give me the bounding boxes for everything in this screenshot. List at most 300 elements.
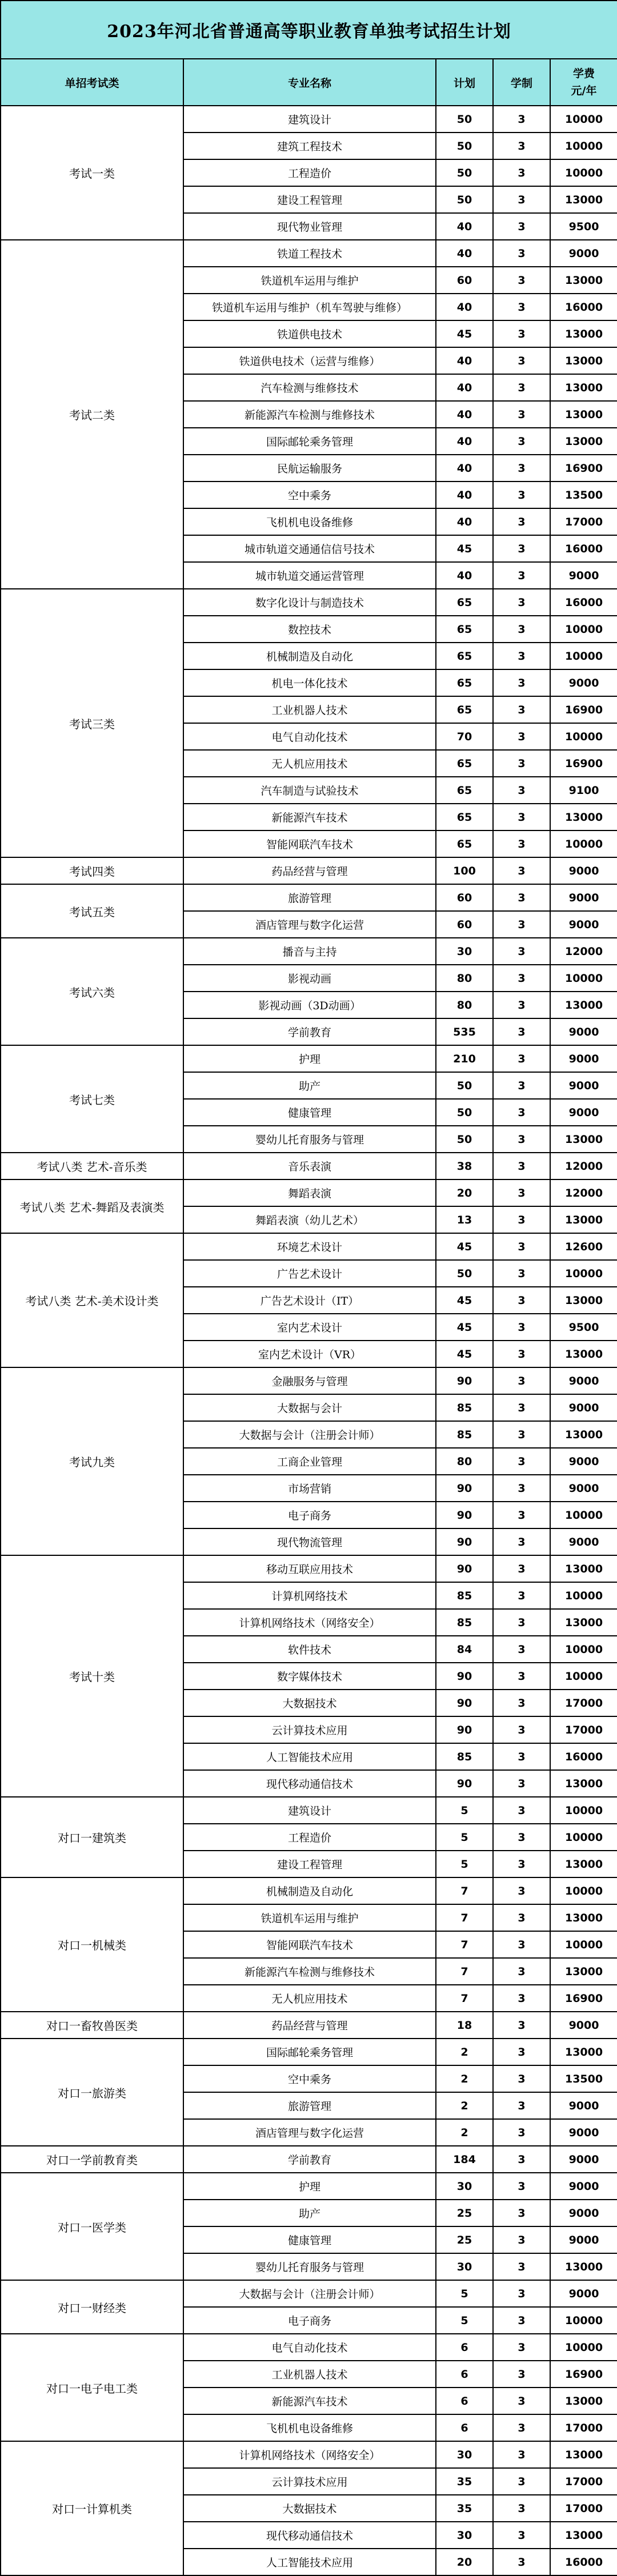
major-cell: 市场营销 bbox=[183, 1475, 436, 1502]
years-cell: 3 bbox=[493, 1287, 550, 1314]
plan-cell: 7 bbox=[436, 1877, 493, 1904]
years-cell: 3 bbox=[493, 1367, 550, 1394]
category-cell: 对口一畜牧兽医类 bbox=[1, 2012, 183, 2039]
plan-cell: 90 bbox=[436, 1502, 493, 1528]
fee-cell: 12600 bbox=[550, 1233, 617, 1260]
fee-cell: 10000 bbox=[550, 723, 617, 750]
plan-cell: 7 bbox=[436, 1985, 493, 2012]
plan-cell: 5 bbox=[436, 1797, 493, 1824]
plan-cell: 40 bbox=[436, 562, 493, 589]
years-cell: 3 bbox=[493, 965, 550, 992]
fee-cell: 9000 bbox=[550, 1072, 617, 1099]
major-cell: 金融服务与管理 bbox=[183, 1367, 436, 1394]
major-cell: 人工智能技术应用 bbox=[183, 1743, 436, 1770]
plan-cell: 60 bbox=[436, 884, 493, 911]
plan-cell: 30 bbox=[436, 2173, 493, 2200]
fee-cell: 10000 bbox=[550, 1877, 617, 1904]
category-cell: 考试十类 bbox=[1, 1555, 183, 1797]
plan-cell: 40 bbox=[436, 455, 493, 482]
years-cell: 3 bbox=[493, 911, 550, 938]
major-cell: 建筑设计 bbox=[183, 1797, 436, 1824]
category-cell: 对口一旅游类 bbox=[1, 2039, 183, 2146]
table-header-row bbox=[1, 59, 617, 106]
fee-cell: 16900 bbox=[550, 696, 617, 723]
plan-cell: 6 bbox=[436, 2414, 493, 2441]
plan-cell: 35 bbox=[436, 2495, 493, 2522]
years-cell: 3 bbox=[493, 1502, 550, 1528]
years-cell: 3 bbox=[493, 2441, 550, 2468]
fee-cell: 10000 bbox=[550, 133, 617, 159]
plan-cell: 2 bbox=[436, 2092, 493, 2119]
fee-cell: 10000 bbox=[550, 1582, 617, 1609]
plan-cell: 85 bbox=[436, 1394, 493, 1421]
major-cell: 空中乘务 bbox=[183, 2065, 436, 2092]
years-cell: 3 bbox=[493, 1716, 550, 1743]
plan-cell: 80 bbox=[436, 965, 493, 992]
years-cell: 3 bbox=[493, 1663, 550, 1690]
category-cell: 考试一类 bbox=[1, 106, 183, 240]
fee-cell: 16900 bbox=[550, 750, 617, 777]
years-cell: 3 bbox=[493, 1045, 550, 1072]
years-cell: 3 bbox=[493, 2039, 550, 2065]
years-cell: 3 bbox=[493, 1904, 550, 1931]
major-cell: 移动互联应用技术 bbox=[183, 1555, 436, 1582]
years-cell: 3 bbox=[493, 1448, 550, 1475]
years-cell: 3 bbox=[493, 159, 550, 186]
major-cell: 汽车制造与试验技术 bbox=[183, 777, 436, 804]
fee-cell: 17000 bbox=[550, 508, 617, 535]
years-cell: 3 bbox=[493, 1958, 550, 1985]
plan-cell: 90 bbox=[436, 1528, 493, 1555]
page-title: 2023年河北省普通高等职业教育单独考试招生计划 bbox=[1, 1, 617, 59]
years-cell: 3 bbox=[493, 240, 550, 267]
plan-cell: 2 bbox=[436, 2039, 493, 2065]
years-cell: 3 bbox=[493, 213, 550, 240]
category-cell: 对口一计算机类 bbox=[1, 2441, 183, 2575]
fee-cell: 13000 bbox=[550, 374, 617, 401]
fee-cell: 10000 bbox=[550, 159, 617, 186]
plan-cell: 40 bbox=[436, 508, 493, 535]
major-cell: 广告艺术设计 bbox=[183, 1260, 436, 1287]
fee-cell: 10000 bbox=[550, 1931, 617, 1958]
years-cell: 3 bbox=[493, 2092, 550, 2119]
major-cell: 数字媒体技术 bbox=[183, 1663, 436, 1690]
years-cell: 3 bbox=[493, 804, 550, 830]
years-cell: 3 bbox=[493, 992, 550, 1018]
years-cell: 3 bbox=[493, 616, 550, 643]
category-cell: 对口一学前教育类 bbox=[1, 2146, 183, 2173]
plan-cell: 210 bbox=[436, 1045, 493, 1072]
plan-cell: 13 bbox=[436, 1206, 493, 1233]
fee-cell: 10000 bbox=[550, 1797, 617, 1824]
fee-cell: 9000 bbox=[550, 1528, 617, 1555]
fee-cell: 13000 bbox=[550, 401, 617, 428]
table-row bbox=[1, 2441, 617, 2468]
plan-cell: 50 bbox=[436, 106, 493, 133]
years-cell: 3 bbox=[493, 2200, 550, 2226]
major-cell: 空中乘务 bbox=[183, 482, 436, 508]
category-cell: 考试三类 bbox=[1, 589, 183, 857]
fee-cell: 13000 bbox=[550, 1287, 617, 1314]
plan-cell: 90 bbox=[436, 1770, 493, 1797]
years-cell: 3 bbox=[493, 2065, 550, 2092]
plan-cell: 65 bbox=[436, 696, 493, 723]
plan-cell: 85 bbox=[436, 1609, 493, 1636]
major-cell: 计算机网络技术（网络安全） bbox=[183, 2441, 436, 2468]
major-cell: 智能网联汽车技术 bbox=[183, 830, 436, 857]
fee-cell: 13000 bbox=[550, 267, 617, 294]
plan-cell: 90 bbox=[436, 1367, 493, 1394]
fee-cell: 9000 bbox=[550, 2119, 617, 2146]
plan-cell: 30 bbox=[436, 2522, 493, 2549]
years-cell: 3 bbox=[493, 1690, 550, 1716]
table-row bbox=[1, 1233, 617, 1260]
fee-cell: 13000 bbox=[550, 2441, 617, 2468]
major-cell: 计算机网络技术（网络安全） bbox=[183, 1609, 436, 1636]
years-cell: 3 bbox=[493, 106, 550, 133]
years-cell: 3 bbox=[493, 643, 550, 669]
years-cell: 3 bbox=[493, 1931, 550, 1958]
plan-cell: 6 bbox=[436, 2388, 493, 2414]
major-cell: 助产 bbox=[183, 2200, 436, 2226]
fee-cell: 9000 bbox=[550, 857, 617, 884]
table-row bbox=[1, 2334, 617, 2361]
fee-cell: 10000 bbox=[550, 616, 617, 643]
fee-cell: 16000 bbox=[550, 2549, 617, 2575]
fee-cell: 9000 bbox=[550, 2146, 617, 2173]
major-cell: 学前教育 bbox=[183, 2146, 436, 2173]
years-cell: 3 bbox=[493, 374, 550, 401]
column-header-years: 学制 bbox=[493, 59, 550, 106]
major-cell: 建设工程管理 bbox=[183, 1851, 436, 1877]
major-cell: 护理 bbox=[183, 1045, 436, 1072]
major-cell: 机械制造及自动化 bbox=[183, 1877, 436, 1904]
major-cell: 婴幼儿托育服务与管理 bbox=[183, 1126, 436, 1153]
fee-cell: 10000 bbox=[550, 830, 617, 857]
major-cell: 国际邮轮乘务管理 bbox=[183, 2039, 436, 2065]
plan-cell: 50 bbox=[436, 133, 493, 159]
fee-cell: 16000 bbox=[550, 1743, 617, 1770]
fee-header-line-2: 元/年 bbox=[571, 85, 597, 97]
years-cell: 3 bbox=[493, 1394, 550, 1421]
plan-cell: 45 bbox=[436, 1341, 493, 1367]
major-cell: 软件技术 bbox=[183, 1636, 436, 1663]
fee-cell: 10000 bbox=[550, 1663, 617, 1690]
column-header-plan: 计划 bbox=[436, 59, 493, 106]
major-cell: 舞蹈表演（幼儿艺术） bbox=[183, 1206, 436, 1233]
major-cell: 工程造价 bbox=[183, 1824, 436, 1851]
fee-cell: 9000 bbox=[550, 2200, 617, 2226]
plan-cell: 50 bbox=[436, 1072, 493, 1099]
fee-cell: 13000 bbox=[550, 1958, 617, 1985]
years-cell: 3 bbox=[493, 2307, 550, 2334]
years-cell: 3 bbox=[493, 2495, 550, 2522]
years-cell: 3 bbox=[493, 1851, 550, 1877]
major-cell: 影视动画 bbox=[183, 965, 436, 992]
years-cell: 3 bbox=[493, 1528, 550, 1555]
table-row bbox=[1, 938, 617, 965]
fee-cell: 16900 bbox=[550, 2361, 617, 2388]
years-cell: 3 bbox=[493, 320, 550, 347]
major-cell: 旅游管理 bbox=[183, 2092, 436, 2119]
category-cell: 考试七类 bbox=[1, 1045, 183, 1153]
plan-cell: 45 bbox=[436, 1287, 493, 1314]
plan-cell: 45 bbox=[436, 320, 493, 347]
years-cell: 3 bbox=[493, 1582, 550, 1609]
column-header-fee bbox=[550, 59, 617, 106]
fee-cell: 9000 bbox=[550, 669, 617, 696]
fee-cell: 10000 bbox=[550, 965, 617, 992]
fee-header-line-1: 学费 bbox=[573, 67, 595, 80]
category-cell: 对口一财经类 bbox=[1, 2280, 183, 2334]
fee-cell: 9000 bbox=[550, 2173, 617, 2200]
plan-cell: 20 bbox=[436, 2549, 493, 2575]
plan-cell: 25 bbox=[436, 2200, 493, 2226]
category-cell: 对口一医学类 bbox=[1, 2173, 183, 2280]
years-cell: 3 bbox=[493, 1126, 550, 1153]
major-cell: 飞机机电设备维修 bbox=[183, 508, 436, 535]
years-cell: 3 bbox=[493, 1421, 550, 1448]
plan-cell: 85 bbox=[436, 1421, 493, 1448]
major-cell: 无人机应用技术 bbox=[183, 750, 436, 777]
years-cell: 3 bbox=[493, 1824, 550, 1851]
plan-cell: 85 bbox=[436, 1743, 493, 1770]
major-cell: 影视动画（3D动画） bbox=[183, 992, 436, 1018]
years-cell: 3 bbox=[493, 2253, 550, 2280]
fee-cell: 13000 bbox=[550, 2253, 617, 2280]
years-cell: 3 bbox=[493, 1609, 550, 1636]
years-cell: 3 bbox=[493, 508, 550, 535]
fee-cell: 9500 bbox=[550, 1314, 617, 1341]
major-cell: 工程造价 bbox=[183, 159, 436, 186]
major-cell: 铁道供电技术（运营与维修） bbox=[183, 347, 436, 374]
major-cell: 舞蹈表演 bbox=[183, 1179, 436, 1206]
major-cell: 酒店管理与数字化运营 bbox=[183, 911, 436, 938]
table-row bbox=[1, 1153, 617, 1179]
plan-cell: 65 bbox=[436, 669, 493, 696]
major-cell: 环境艺术设计 bbox=[183, 1233, 436, 1260]
plan-cell: 45 bbox=[436, 1314, 493, 1341]
plan-cell: 80 bbox=[436, 1448, 493, 1475]
years-cell: 3 bbox=[493, 2173, 550, 2200]
major-cell: 播音与主持 bbox=[183, 938, 436, 965]
fee-cell: 9000 bbox=[550, 1367, 617, 1394]
table-row bbox=[1, 2039, 617, 2065]
plan-cell: 6 bbox=[436, 2361, 493, 2388]
fee-cell: 13000 bbox=[550, 1206, 617, 1233]
years-cell: 3 bbox=[493, 777, 550, 804]
plan-cell: 65 bbox=[436, 589, 493, 616]
fee-cell: 17000 bbox=[550, 2414, 617, 2441]
fee-cell: 13500 bbox=[550, 2065, 617, 2092]
years-cell: 3 bbox=[493, 1985, 550, 2012]
years-cell: 3 bbox=[493, 267, 550, 294]
years-cell: 3 bbox=[493, 2468, 550, 2495]
major-cell: 学前教育 bbox=[183, 1018, 436, 1045]
fee-cell: 10000 bbox=[550, 2334, 617, 2361]
table-row bbox=[1, 1179, 617, 1206]
fee-cell: 9000 bbox=[550, 911, 617, 938]
fee-cell: 13000 bbox=[550, 804, 617, 830]
fee-cell: 13000 bbox=[550, 1851, 617, 1877]
fee-cell: 17000 bbox=[550, 2495, 617, 2522]
fee-cell: 9000 bbox=[550, 240, 617, 267]
major-cell: 建筑工程技术 bbox=[183, 133, 436, 159]
years-cell: 3 bbox=[493, 1636, 550, 1663]
years-cell: 3 bbox=[493, 2388, 550, 2414]
plan-cell: 90 bbox=[436, 1555, 493, 1582]
major-cell: 铁道工程技术 bbox=[183, 240, 436, 267]
years-cell: 3 bbox=[493, 347, 550, 374]
category-cell: 对口一电子电工类 bbox=[1, 2334, 183, 2441]
years-cell: 3 bbox=[493, 186, 550, 213]
major-cell: 工业机器人技术 bbox=[183, 2361, 436, 2388]
years-cell: 3 bbox=[493, 2146, 550, 2173]
major-cell: 健康管理 bbox=[183, 1099, 436, 1126]
fee-cell: 9000 bbox=[550, 562, 617, 589]
fee-cell: 9000 bbox=[550, 2280, 617, 2307]
table-row bbox=[1, 2280, 617, 2307]
years-cell: 3 bbox=[493, 2012, 550, 2039]
major-cell: 计算机网络技术 bbox=[183, 1582, 436, 1609]
years-cell: 3 bbox=[493, 1314, 550, 1341]
fee-cell: 13000 bbox=[550, 1126, 617, 1153]
plan-cell: 50 bbox=[436, 1260, 493, 1287]
category-cell: 考试五类 bbox=[1, 884, 183, 938]
plan-cell: 90 bbox=[436, 1475, 493, 1502]
years-cell: 3 bbox=[493, 2280, 550, 2307]
plan-cell: 35 bbox=[436, 2468, 493, 2495]
plan-cell: 40 bbox=[436, 401, 493, 428]
years-cell: 3 bbox=[493, 2226, 550, 2253]
major-cell: 云计算技术应用 bbox=[183, 2468, 436, 2495]
major-cell: 民航运输服务 bbox=[183, 455, 436, 482]
fee-cell: 16000 bbox=[550, 589, 617, 616]
major-cell: 新能源汽车技术 bbox=[183, 2388, 436, 2414]
years-cell: 3 bbox=[493, 723, 550, 750]
plan-cell: 50 bbox=[436, 1126, 493, 1153]
fee-cell: 10000 bbox=[550, 1260, 617, 1287]
fee-cell: 13000 bbox=[550, 1609, 617, 1636]
plan-cell: 40 bbox=[436, 347, 493, 374]
major-cell: 人工智能技术应用 bbox=[183, 2549, 436, 2575]
major-cell: 电气自动化技术 bbox=[183, 723, 436, 750]
major-cell: 工业机器人技术 bbox=[183, 696, 436, 723]
fee-cell: 12000 bbox=[550, 1179, 617, 1206]
major-cell: 音乐表演 bbox=[183, 1153, 436, 1179]
years-cell: 3 bbox=[493, 2119, 550, 2146]
fee-cell: 12000 bbox=[550, 938, 617, 965]
fee-cell: 13000 bbox=[550, 1555, 617, 1582]
category-cell: 考试六类 bbox=[1, 938, 183, 1045]
major-cell: 飞机机电设备维修 bbox=[183, 2414, 436, 2441]
fee-cell: 10000 bbox=[550, 106, 617, 133]
major-cell: 无人机应用技术 bbox=[183, 1985, 436, 2012]
major-cell: 机械制造及自动化 bbox=[183, 643, 436, 669]
plan-cell: 90 bbox=[436, 1690, 493, 1716]
major-cell: 铁道供电技术 bbox=[183, 320, 436, 347]
fee-cell: 13000 bbox=[550, 1904, 617, 1931]
major-cell: 大数据技术 bbox=[183, 1690, 436, 1716]
major-cell: 电子商务 bbox=[183, 2307, 436, 2334]
years-cell: 3 bbox=[493, 455, 550, 482]
fee-cell: 9000 bbox=[550, 2012, 617, 2039]
plan-cell: 5 bbox=[436, 2307, 493, 2334]
years-cell: 3 bbox=[493, 1018, 550, 1045]
major-cell: 大数据与会计（注册会计师） bbox=[183, 2280, 436, 2307]
fee-cell: 9000 bbox=[550, 2092, 617, 2119]
fee-cell: 13000 bbox=[550, 1421, 617, 1448]
plan-cell: 18 bbox=[436, 2012, 493, 2039]
fee-cell: 17000 bbox=[550, 1716, 617, 1743]
years-cell: 3 bbox=[493, 562, 550, 589]
plan-cell: 7 bbox=[436, 1904, 493, 1931]
years-cell: 3 bbox=[493, 669, 550, 696]
table-row bbox=[1, 1877, 617, 1904]
plan-cell: 60 bbox=[436, 267, 493, 294]
fee-cell: 9000 bbox=[550, 1394, 617, 1421]
major-cell: 铁道机车运用与维护 bbox=[183, 267, 436, 294]
years-cell: 3 bbox=[493, 1797, 550, 1824]
plan-cell: 5 bbox=[436, 1851, 493, 1877]
major-cell: 建筑设计 bbox=[183, 106, 436, 133]
category-cell: 考试八类 艺术-舞蹈及表演类 bbox=[1, 1179, 183, 1233]
years-cell: 3 bbox=[493, 2549, 550, 2575]
fee-cell: 13000 bbox=[550, 2522, 617, 2549]
years-cell: 3 bbox=[493, 857, 550, 884]
category-cell: 考试八类 艺术-美术设计类 bbox=[1, 1233, 183, 1367]
category-cell: 考试二类 bbox=[1, 240, 183, 589]
years-cell: 3 bbox=[493, 2522, 550, 2549]
table-row bbox=[1, 240, 617, 267]
major-cell: 新能源汽车检测与维修技术 bbox=[183, 401, 436, 428]
fee-cell: 9000 bbox=[550, 1448, 617, 1475]
table-row bbox=[1, 2146, 617, 2173]
plan-cell: 45 bbox=[436, 535, 493, 562]
years-cell: 3 bbox=[493, 2414, 550, 2441]
plan-cell: 70 bbox=[436, 723, 493, 750]
major-cell: 国际邮轮乘务管理 bbox=[183, 428, 436, 455]
fee-cell: 10000 bbox=[550, 1502, 617, 1528]
major-cell: 铁道机车运用与维护（机车驾驶与维修） bbox=[183, 294, 436, 320]
years-cell: 3 bbox=[493, 294, 550, 320]
plan-cell: 6 bbox=[436, 2334, 493, 2361]
major-cell: 铁道机车运用与维护 bbox=[183, 1904, 436, 1931]
major-cell: 护理 bbox=[183, 2173, 436, 2200]
plan-cell: 45 bbox=[436, 1233, 493, 1260]
plan-cell: 65 bbox=[436, 804, 493, 830]
fee-cell: 16900 bbox=[550, 1985, 617, 2012]
years-cell: 3 bbox=[493, 401, 550, 428]
major-cell: 现代移动通信技术 bbox=[183, 2522, 436, 2549]
major-cell: 工商企业管理 bbox=[183, 1448, 436, 1475]
major-cell: 健康管理 bbox=[183, 2226, 436, 2253]
years-cell: 3 bbox=[493, 1206, 550, 1233]
plan-cell: 90 bbox=[436, 1663, 493, 1690]
plan-cell: 20 bbox=[436, 1179, 493, 1206]
table-row bbox=[1, 1367, 617, 1394]
fee-cell: 13000 bbox=[550, 320, 617, 347]
years-cell: 3 bbox=[493, 2361, 550, 2388]
major-cell: 电气自动化技术 bbox=[183, 2334, 436, 2361]
plan-cell: 40 bbox=[436, 482, 493, 508]
major-cell: 现代移动通信技术 bbox=[183, 1770, 436, 1797]
years-cell: 3 bbox=[493, 938, 550, 965]
category-cell: 对口一建筑类 bbox=[1, 1797, 183, 1877]
fee-cell: 13000 bbox=[550, 2388, 617, 2414]
table-row bbox=[1, 884, 617, 911]
plan-cell: 5 bbox=[436, 1824, 493, 1851]
